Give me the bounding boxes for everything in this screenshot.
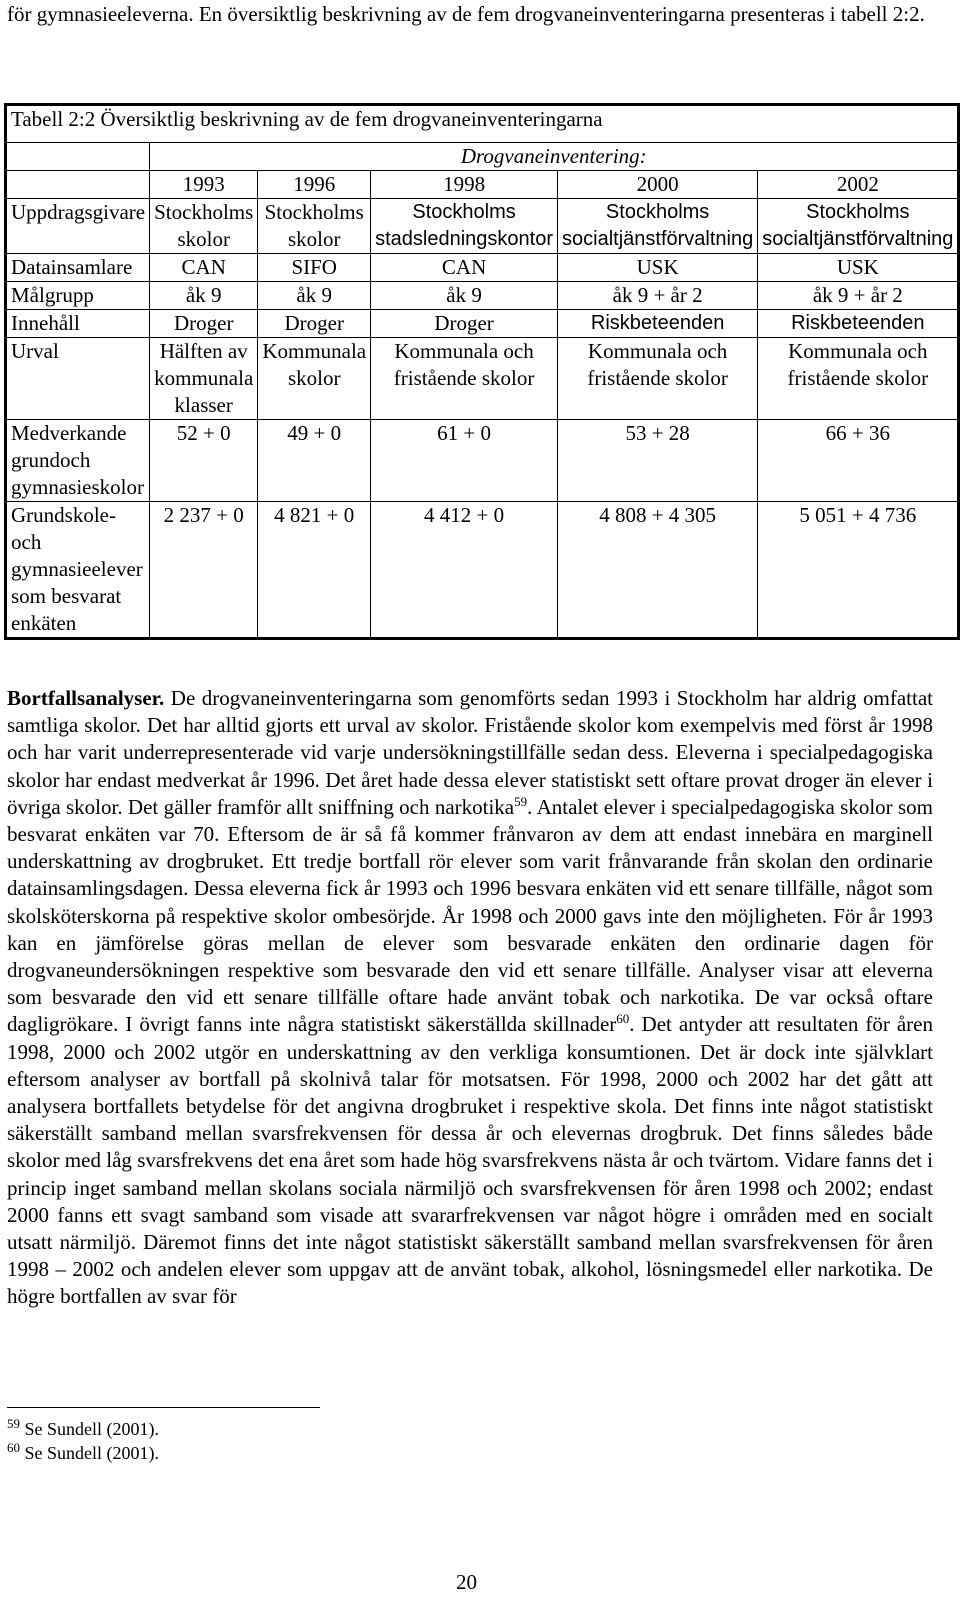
table-cell: Kommunala och fristående skolor (558, 338, 758, 420)
table-cell: åk 9 (150, 282, 258, 310)
table-cell: 4 821 + 0 (258, 502, 371, 639)
row-label: Målgrupp (6, 282, 150, 310)
table-cell: SIFO (258, 254, 371, 282)
table-year-row (6, 171, 959, 199)
footnote-rule (7, 1407, 320, 1408)
table-caption: Tabell 2:2 Översiktlig beskrivning av de fem drogvaneinventeringarna (6, 105, 959, 143)
table-cell: Kommunala skolor (258, 338, 371, 420)
table-cell: 66 + 36 (758, 420, 959, 502)
table-cell: Riskbeteenden (558, 310, 758, 338)
table-cell: USK (558, 254, 758, 282)
footnote (7, 1417, 159, 1441)
table-cell: 2 237 + 0 (150, 502, 258, 639)
table-cell: Stockholms stadsledningskontor (371, 199, 558, 254)
row-label: Datainsamlare (6, 254, 150, 282)
table-cell: Droger (150, 310, 258, 338)
section-heading: Bortfallsanalyser. (7, 686, 165, 710)
table-cell: 53 + 28 (558, 420, 758, 502)
table-group-header: Drogvaneinventering: (150, 143, 959, 171)
body-text: . Antalet elever i specialpedagogiska skolor som besvarat enkäten var 70. Eftersom de är så få kommer frånvaron av dem att endast innebära en marginell underskattning av drogbruket. Ett tredje bortfall rör elever som varit frånvarande från skolan den ordinarie datainsamlingsdagen. Dessa eleverna fick år 1993 och 1996 besvara enkäten vid ett senare tillfälle, något som skolsköterskorna på respektive skolor ombesörjde. År 1998 och 2000 gavs inte den möjligheten. För år 1993 kan en jämförelse göras mellan de elever som besvarade enkäten den ordinarie dagen för drogvaneundersökningen respektive som besvarade den vid ett senare tillfälle. Analyser visar att eleverna som besvarade den vid ett senare tillfälle oftare hade använt tobak och narkotika. De var också oftare dagligrökare. I övrigt fanns inte några statistiskt säkerställda skillnader (7, 794, 934, 1037)
body-paragraph (7, 685, 933, 1311)
table-cell: Stockholms socialtjänstförvaltning (558, 199, 758, 254)
intro-paragraph: för gymnasieeleverna. En översiktlig beskrivning av de fem drogvaneinventeringarna presenteras i tabell 2:2. (7, 2, 925, 26)
table-cell: Kommunala och fristående skolor (371, 338, 558, 420)
table-caption-row (6, 105, 959, 143)
body-text: . Det antyder att resultaten för åren 1998, 2000 och 2002 utgör en underskattning av den verkliga konsumtionen. Det är dock inte självklart eftersom analyser av bortfall på skolnivå talar för motsatsen. För 1998, 2000 och 2002 har det gått att analysera bortfallets betydelse för det angivna drogbruket i respektive skola. Det finns inte något statistiskt säkerställt samband mellan svarsfrekvensen för dessa år och elevernas drogbruk. Det finns således både skolor med låg svarsfrekvens det ena året som hade hög svarsfrekvens nästa år och tvärtom. Vidare fanns det i princip inget samband mellan skolans sociala närmiljö och svarsfrekvensen för åren 1998 och 2002; endast 2000 fanns ett svagt samband som visade att svararfrekvensen var något högre i områden med en socialt utsatt närmiljö. Däremot finns det inte något statistiskt säkerställt samband mellan svarsfrekvensen för åren 1998 – 2002 och andelen elever som uppgav att de använt tobak, alkohol, lösningsmedel eller narkotika. De högre bortfallen av svar för (7, 1012, 933, 1309)
table-row (6, 338, 959, 420)
table-cell: Stockholms skolor (150, 199, 258, 254)
footnote-ref: 60 (616, 1011, 630, 1027)
table-cell: 49 + 0 (258, 420, 371, 502)
year-header: 1996 (258, 171, 371, 199)
table-corner-cell (6, 143, 150, 171)
table-cell: 5 051 + 4 736 (758, 502, 959, 639)
row-label: Innehåll (6, 310, 150, 338)
footnote-number: 60 (7, 1440, 20, 1455)
table-cell: Droger (371, 310, 558, 338)
table-cell: Riskbeteenden (758, 310, 959, 338)
table-cell: 52 + 0 (150, 420, 258, 502)
table-row (6, 502, 959, 639)
row-label: Medverkande grundoch gymnasieskolor (6, 420, 150, 502)
table-cell: CAN (371, 254, 558, 282)
table-cell: åk 9 (371, 282, 558, 310)
page-number: 20 (456, 1570, 477, 1594)
table-cell: Kommunala och fristående skolor (758, 338, 959, 420)
table-row (6, 310, 959, 338)
table-cell: CAN (150, 254, 258, 282)
table-cell: 4 808 + 4 305 (558, 502, 758, 639)
table-row (6, 282, 959, 310)
table-cell: åk 9 + år 2 (758, 282, 959, 310)
body-text: De drogvaneinventeringarna som genomförts sedan 1993 i Stockholm har aldrig omfattat samtliga skolor. Det har alltid gjorts ett urval av skolor. Fristående skolor kom exempelvis med först år 1998 och har varit underrepresenterade vid varje undersökningstillfälle sedan dess. Eleverna i specialpedagogiska skolor har endast medverkat år 1996. Det året hade dessa elever statistiskt sett oftare provat droger än elever i övriga skolor. Det gäller framför allt sniffning och narkotika (7, 686, 933, 819)
footnote (7, 1441, 159, 1465)
table-cell: Stockholms socialtjänstförvaltning (758, 199, 959, 254)
table-cell: Hälften av kommunala klasser (150, 338, 258, 420)
footnote-text: Se Sundell (2001). (20, 1419, 159, 1439)
table-cell: Droger (258, 310, 371, 338)
table-cell: åk 9 (258, 282, 371, 310)
year-header: 2002 (758, 171, 959, 199)
table-cell: Stockholms skolor (258, 199, 371, 254)
footnote-number: 59 (7, 1416, 20, 1431)
table-cell: USK (758, 254, 959, 282)
year-header: 2000 (558, 171, 758, 199)
table-cell: 61 + 0 (371, 420, 558, 502)
footnote-ref: 59 (514, 793, 528, 809)
row-label: Urval (6, 338, 150, 420)
table-row (6, 420, 959, 502)
row-label: Grundskole- och gymnasieelever som besvarat enkäten (6, 502, 150, 639)
table-cell: 4 412 + 0 (371, 502, 558, 639)
table-group-header-row (6, 143, 959, 171)
year-header: 1993 (150, 171, 258, 199)
footnote-text: Se Sundell (2001). (20, 1443, 159, 1463)
table-row (6, 254, 959, 282)
table-row (6, 199, 959, 254)
overview-table (4, 103, 960, 640)
table-corner-cell (6, 171, 150, 199)
table-cell: åk 9 + år 2 (558, 282, 758, 310)
row-label: Uppdragsgivare (6, 199, 150, 254)
footnotes (7, 1417, 159, 1465)
year-header: 1998 (371, 171, 558, 199)
